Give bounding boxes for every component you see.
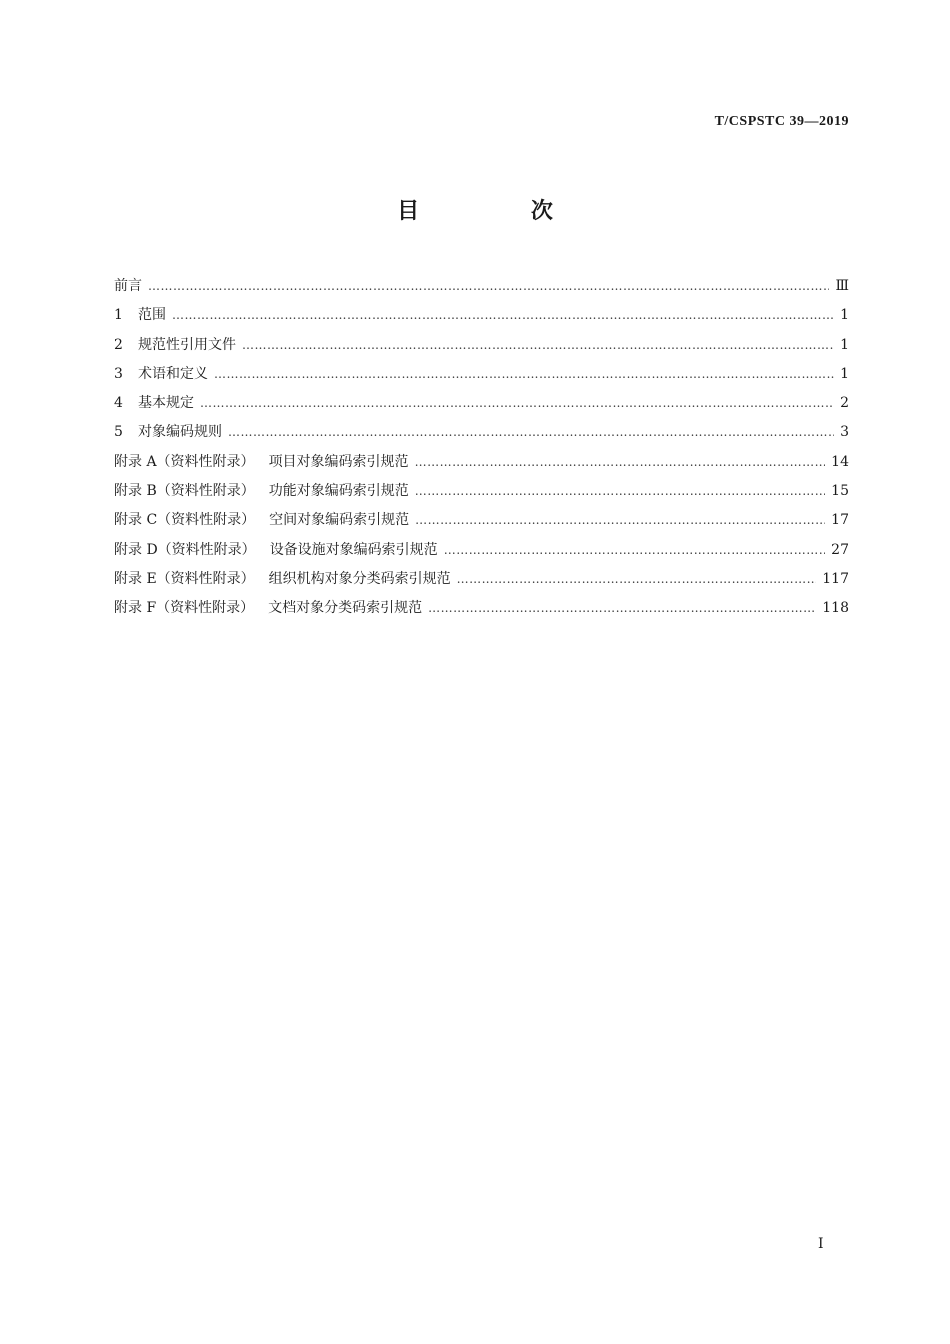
toc-page: 117 bbox=[822, 570, 849, 587]
toc-page: 3 bbox=[840, 424, 849, 441]
toc-label: 规范性引用文件 bbox=[138, 336, 236, 353]
appendix-prefix: 附录 A（资料性附录） bbox=[114, 453, 255, 470]
dot-leader bbox=[200, 389, 834, 418]
appendix-title: 设备设施对象编码索引规范 bbox=[269, 541, 438, 558]
appendix-prefix: 附录 D（资料性附录） bbox=[114, 541, 256, 558]
page-title: 目 次 bbox=[397, 198, 605, 224]
toc-entry-5[interactable] bbox=[114, 418, 849, 447]
standard-code: T/CSPSTC 39—2019 bbox=[714, 114, 849, 129]
dot-leader bbox=[428, 594, 816, 623]
toc-entry-1[interactable] bbox=[114, 301, 849, 330]
toc-entry-4[interactable] bbox=[114, 389, 849, 418]
dot-leader bbox=[415, 506, 825, 535]
toc-entry-appendix-f[interactable] bbox=[114, 594, 849, 623]
dot-leader bbox=[228, 418, 834, 447]
toc-page: 1 bbox=[840, 336, 849, 353]
toc-page: 15 bbox=[831, 483, 849, 500]
dot-leader bbox=[457, 565, 817, 594]
appendix-title: 功能对象编码索引规范 bbox=[268, 483, 409, 500]
dot-leader bbox=[214, 360, 834, 389]
appendix-prefix: 附录 C（资料性附录） bbox=[114, 512, 256, 529]
toc-page: 14 bbox=[831, 453, 849, 470]
dot-leader bbox=[415, 448, 826, 477]
appendix-prefix: 附录 F（资料性附录） bbox=[114, 600, 255, 617]
dot-leader bbox=[172, 301, 834, 330]
appendix-prefix: 附录 E（资料性附录） bbox=[114, 570, 255, 587]
dot-leader bbox=[444, 536, 825, 565]
toc-page: 27 bbox=[831, 541, 849, 558]
toc-label: 基本规定 bbox=[138, 395, 194, 412]
appendix-prefix: 附录 B（资料性附录） bbox=[114, 483, 255, 500]
appendix-title: 空间对象编码索引规范 bbox=[269, 512, 410, 529]
page-number: I bbox=[818, 1236, 824, 1252]
toc-entry-appendix-c[interactable] bbox=[114, 506, 849, 535]
dot-leader bbox=[148, 272, 829, 301]
toc-entry-appendix-a[interactable] bbox=[114, 448, 849, 477]
toc-page: 1 bbox=[840, 307, 849, 324]
appendix-title: 文档对象分类码索引规范 bbox=[268, 600, 423, 617]
table-of-contents bbox=[114, 272, 849, 624]
toc-label: 术语和定义 bbox=[138, 365, 208, 382]
toc-page: 118 bbox=[822, 600, 849, 617]
toc-page: 17 bbox=[831, 512, 849, 529]
toc-entry-3[interactable] bbox=[114, 360, 849, 389]
appendix-title: 组织机构对象分类码索引规范 bbox=[268, 570, 451, 587]
toc-entry-appendix-d[interactable] bbox=[114, 536, 849, 565]
toc-label: 范围 bbox=[138, 307, 166, 324]
toc-number: 5 bbox=[114, 424, 123, 441]
toc-number: 4 bbox=[114, 395, 123, 412]
toc-entry-2[interactable] bbox=[114, 331, 849, 360]
toc-page: Ⅲ bbox=[835, 278, 849, 294]
toc-entry-appendix-e[interactable] bbox=[114, 565, 849, 594]
toc-page: 2 bbox=[840, 395, 849, 412]
toc-number: 2 bbox=[114, 336, 123, 353]
appendix-title: 项目对象编码索引规范 bbox=[268, 453, 409, 470]
toc-page: 1 bbox=[840, 365, 849, 382]
toc-number: 1 bbox=[114, 307, 123, 324]
toc-label: 前言 bbox=[114, 278, 142, 294]
toc-entry-appendix-b[interactable] bbox=[114, 477, 849, 506]
dot-leader bbox=[242, 331, 834, 360]
toc-number: 3 bbox=[114, 365, 123, 382]
dot-leader bbox=[415, 477, 825, 506]
toc-label: 对象编码规则 bbox=[138, 424, 222, 441]
toc-entry-foreword[interactable] bbox=[114, 272, 849, 301]
